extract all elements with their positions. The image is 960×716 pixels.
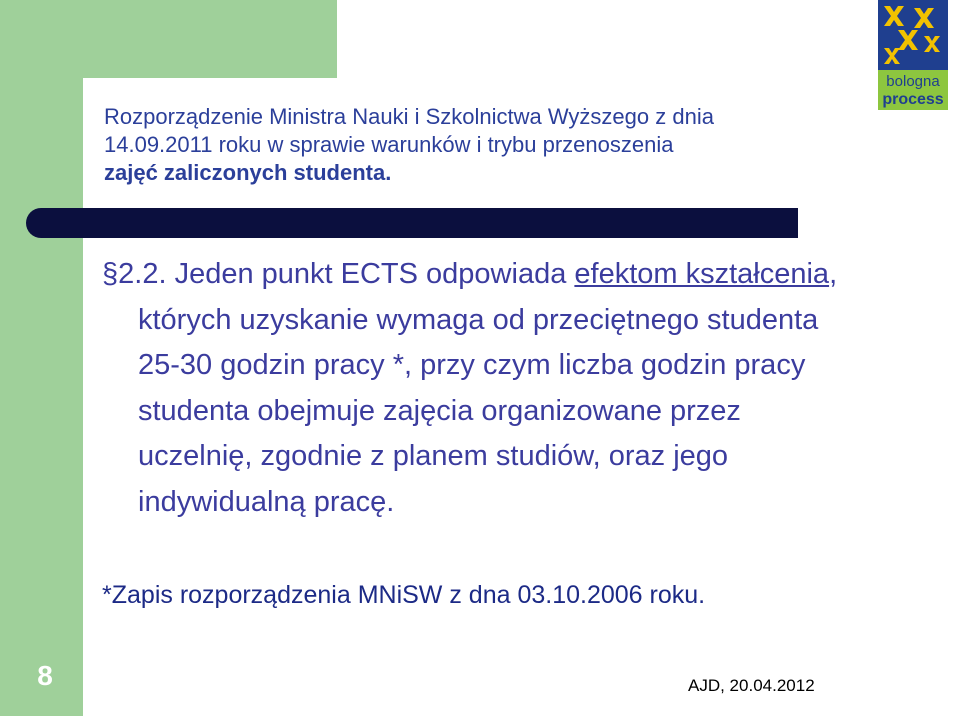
top-green-block: [0, 0, 337, 78]
logo-text-process: process: [882, 91, 944, 108]
logo-text-bologna: bologna: [886, 73, 940, 90]
body-text-part2: , których uzyskanie wymaga od przeciętnego studenta 25-30 godzin pracy: [138, 258, 838, 381]
body-text-part3: , przy czym liczba godzin pracy studenta obejmuje zajęcia organizowane przez uczelnię, zgodnie z planem studiów, oraz jego indywidualną pracę.: [138, 349, 806, 518]
section-mark: §: [102, 258, 119, 290]
body-star: *: [392, 349, 405, 381]
footnote: [102, 578, 902, 612]
bologna-process-logo: [878, 0, 948, 110]
footer-date: AJD, 20.04.2012: [688, 676, 815, 695]
page-number: 8: [37, 660, 53, 691]
slide-title: [104, 103, 844, 187]
title-line-2: 14.09.2011 roku w sprawie warunków i trybu przenoszenia: [104, 132, 674, 157]
footnote-text: Zapis rozporządzenia MNiSW z dna 03.10.2006 roku.: [111, 581, 706, 609]
slide-body: [102, 252, 862, 525]
left-green-bar: [0, 0, 83, 716]
title-line-1: Rozporządzenie Ministra Nauki i Szkolnictwa Wyższego z dnia: [104, 104, 714, 129]
title-divider-bar: [26, 208, 798, 238]
body-text-part1: Jeden punkt ECTS odpowiada: [166, 258, 575, 290]
paragraph-number: 2.2.: [118, 258, 167, 290]
body-paragraph: [102, 252, 862, 525]
title-line-3: zajęć zaliczonych studenta.: [104, 160, 392, 185]
footnote-star: *: [102, 581, 112, 609]
body-text-underlined: efektom kształcenia: [574, 258, 830, 290]
